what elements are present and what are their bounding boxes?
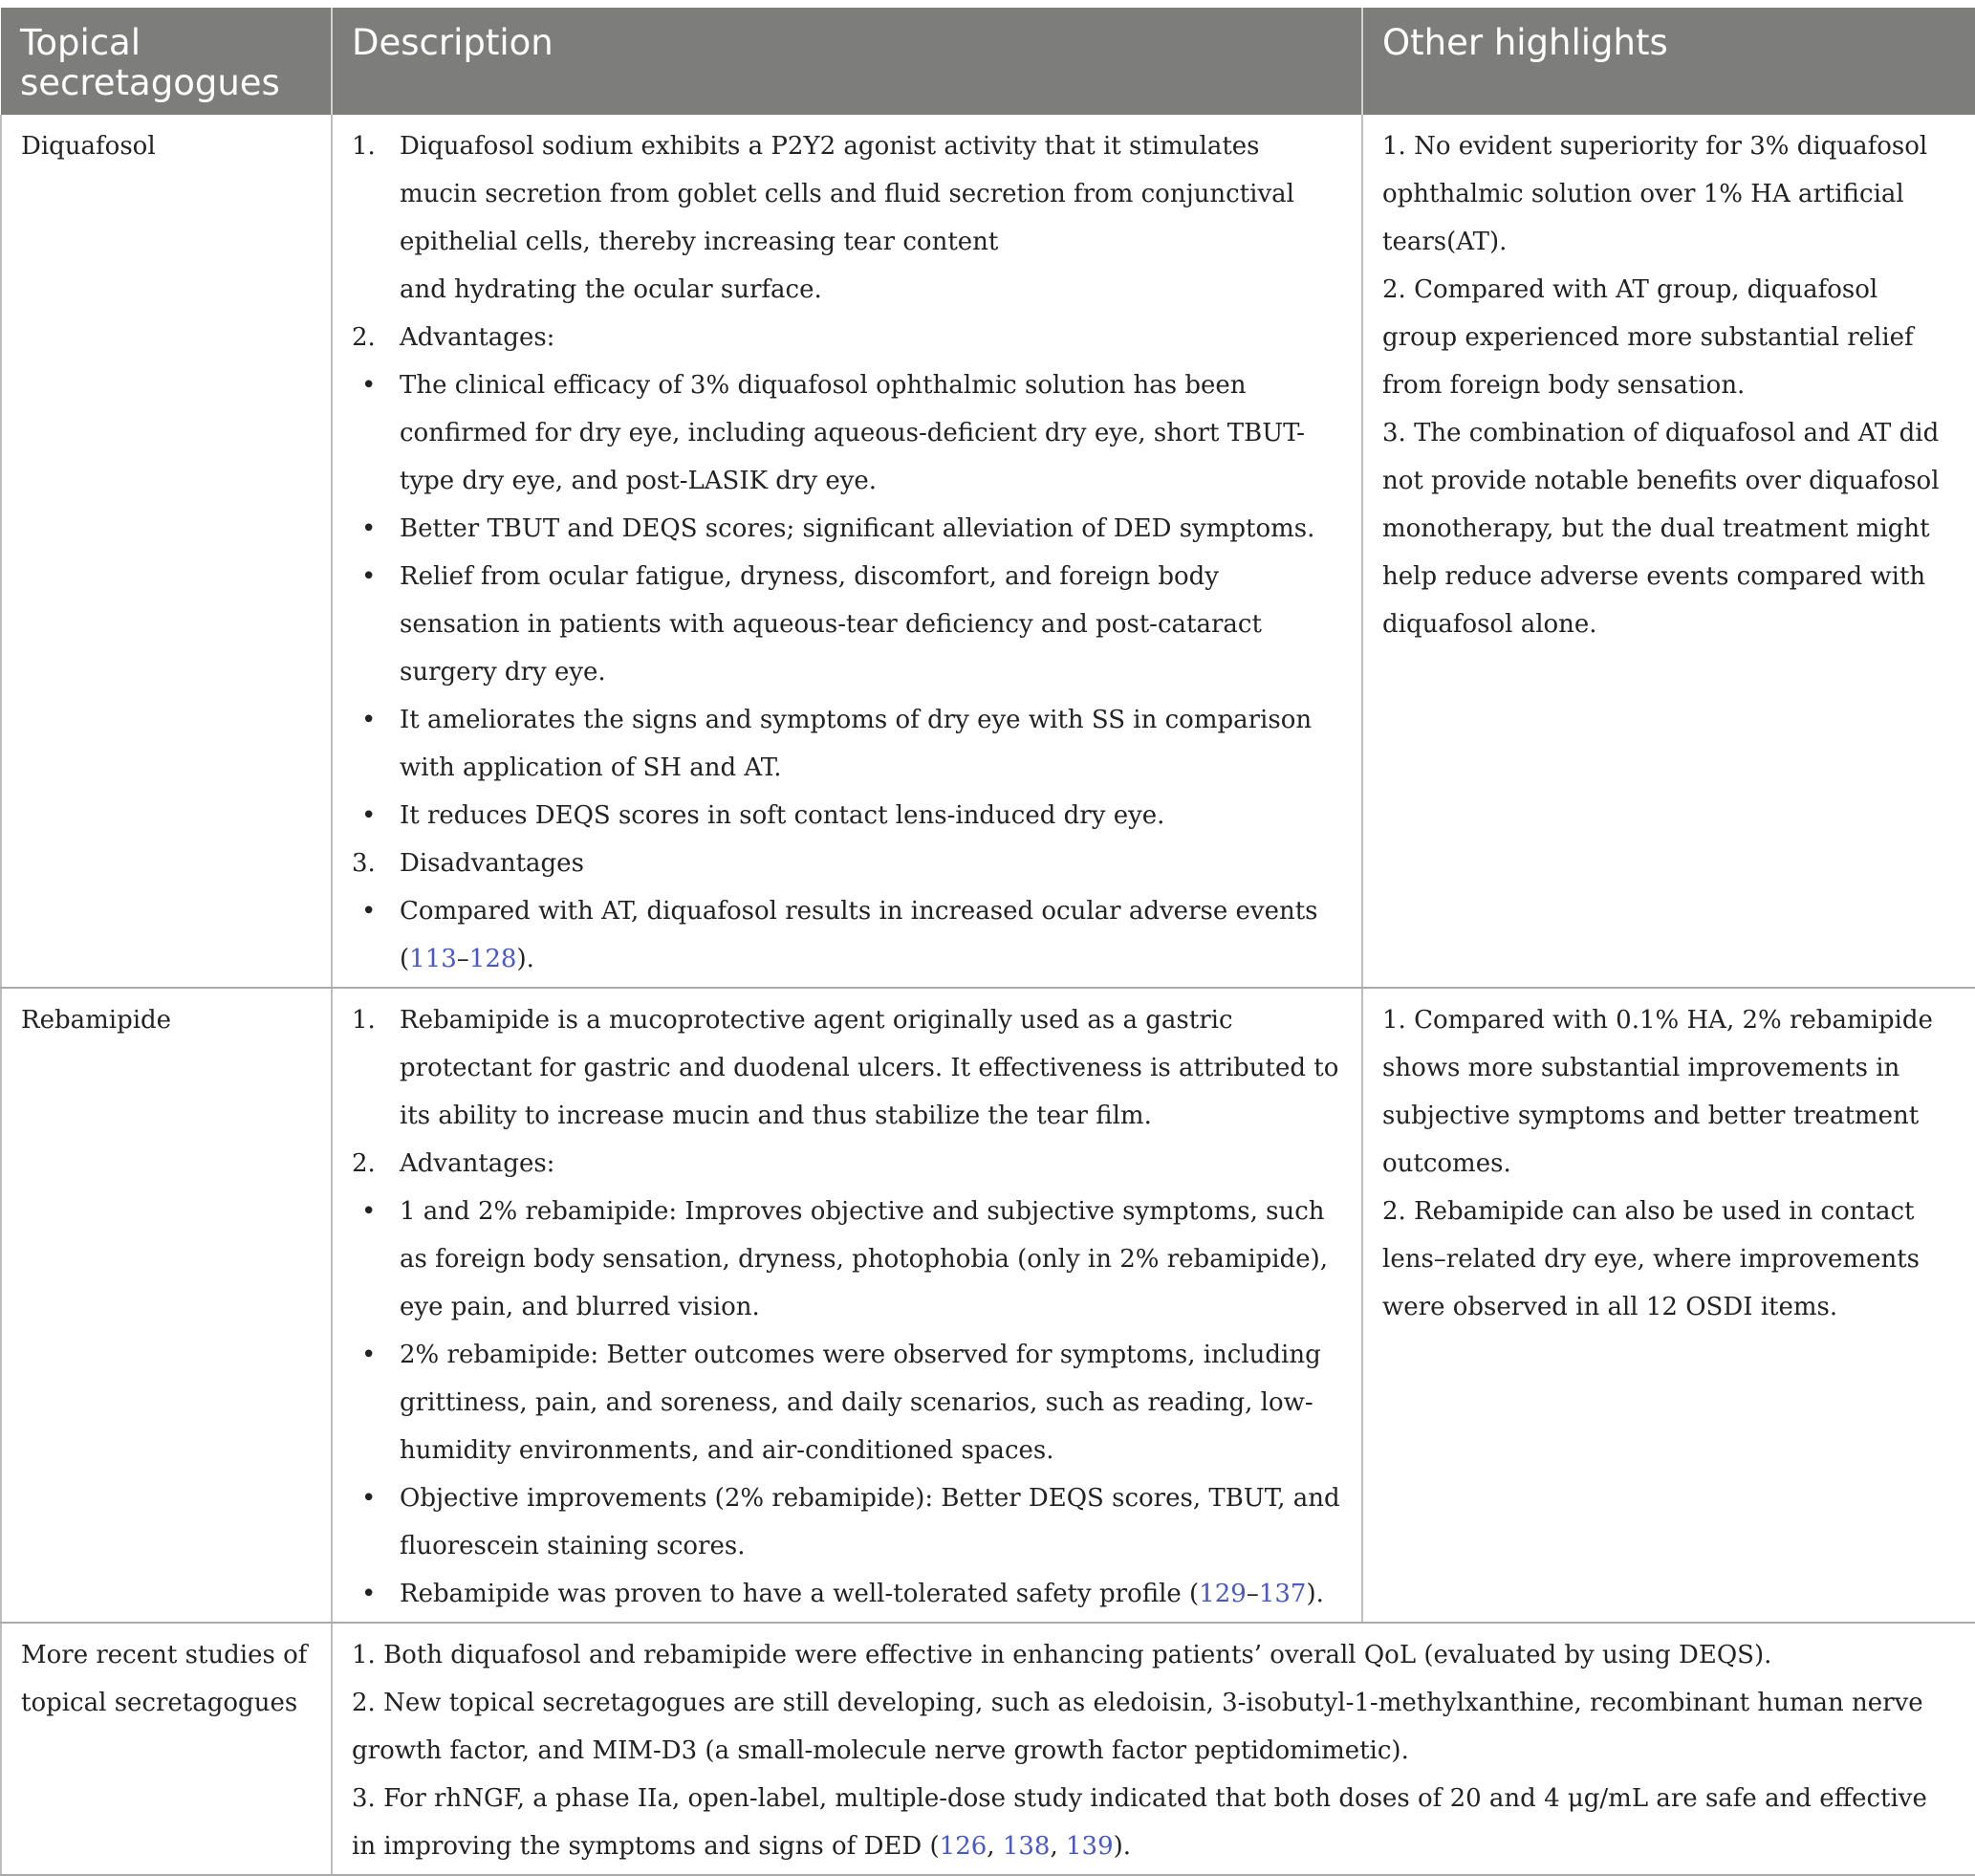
list-item [352,840,1342,887]
highlight-item: 1. No evident superiority for 3% diquafosol ophthalmic solution over 1% HA artificial tears(AT). [1382,132,1928,256]
bullet-marker: • [361,514,377,543]
highlight-item: 1. Compared with 0.1% HA, 2% rebamipide shows more substantial improvements in subjective symptoms and better treatment outcomes. [1382,1006,1933,1178]
entry-text: 1. Both diquafosol and rebamipide were effective in enhancing patients’ overall QoL (evaluated by using DEQS). [352,1641,1772,1669]
list-item [352,1140,1342,1188]
highlight-item: 2. Rebamipide can also be used in contact lens–related dry eye, where improvements were observed in all 12 OSDI items. [1382,1197,1920,1321]
description-list [352,122,1342,983]
table-row [1,1623,1975,1875]
secretagogues-table [0,8,1975,1876]
entry-text: Rebamipide is a mucoprotective agent originally used as a gastric protectant for gastric and duodenal ulcers. It effectiveness is attributed to its ability to increase mucin and thus stabilize the tear film. [400,1006,1339,1130]
paragraph [352,1775,1956,1870]
table-header [1,8,1975,115]
bullet-marker: • [361,1197,377,1226]
reference-link[interactable]: 129 [1199,1580,1247,1608]
entry-text: Relief from ocular fatigue, dryness, discomfort, and foreign body sensation in patients with aqueous-tear deficiency and post-cataract surgery dry eye. [400,562,1262,687]
list-item [352,361,1342,505]
description-cell [332,115,1362,988]
list-item [352,314,1342,361]
bullet-marker: • [361,562,377,591]
list-item [352,887,1342,983]
number-marker: 1. [352,132,376,161]
highlight-item: 2. Compared with AT group, diquafosol group experienced more substantial relief from foreign body sensation. [1382,275,1914,400]
entry-text: Objective improvements (2% rebamipide): Better DEQS scores, TBUT, and fluorescein staining scores. [400,1484,1340,1560]
entry-text: The clinical efficacy of 3% diquafosol ophthalmic solution has been confirmed for dry eye, including aqueous-deficient dry eye, short TBUT-type dry eye, and post-LASIK dry eye. [400,371,1305,495]
header-other-highlights: Other highlights [1362,8,1975,115]
bullet-marker: • [361,801,377,830]
entry-text: It ameliorates the signs and symptoms of dry eye with SS in comparison with application of SH and AT. [400,706,1313,782]
bullet-marker: • [361,371,377,400]
highlights-cell [1362,988,1975,1623]
number-marker: 3. [352,849,376,878]
reference-separator: – [456,945,469,973]
bullet-marker: • [361,1580,377,1608]
entry-text-after: ). [1306,1580,1324,1608]
entry-text: Better TBUT and DEQS scores; significant alleviation of DED symptoms. [400,514,1315,543]
entry-text-after: ). [516,945,534,973]
reference-link[interactable]: 139 [1066,1832,1114,1861]
number-marker: 2. [352,1149,376,1178]
list-item [352,1570,1342,1618]
reference-separator: , [987,1832,1003,1861]
entry-text: 1 and 2% rebamipide: Improves objective and subjective symptoms, such as foreign body sensation, dryness, photophobia (only in 2% rebamipide), eye pain, and blurred vision. [400,1197,1329,1321]
entry-text: 3. For rhNGF, a phase IIa, open-label, multiple-dose study indicated that both doses of 20 and 4 μg/mL are safe and effective in improving the symptoms and signs of DED ( [352,1784,1927,1861]
list-item [352,1331,1342,1474]
highlights-cell [1362,115,1975,988]
entry-text: Rebamipide was proven to have a well-tolerated safety profile ( [400,1580,1200,1608]
list-item [352,122,1342,266]
number-marker: 1. [352,1006,376,1035]
reference-link[interactable]: 126 [939,1832,988,1861]
list-item [352,1188,1342,1331]
paragraph [352,1679,1956,1775]
reference-link[interactable]: 138 [1002,1832,1051,1861]
entry-text: Diquafosol sodium exhibits a P2Y2 agonist activity that it stimulates mucin secretion from goblet cells and fluid secretion from conjunctival epithelial cells, thereby increasing tear content [400,132,1294,256]
description-cell [332,988,1362,1623]
list-item [352,996,1342,1140]
header-description: Description [332,8,1362,115]
entry-text: and hydrating the ocular surface. [400,275,822,304]
entry-text: Advantages: [400,323,555,352]
entry-text: 2. New topical secretagogues are still developing, such as eledoisin, 3-isobutyl-1-methylxanthine, recombinant human nerve growth factor, and MIM-D3 (a small-molecule nerve growth factor peptidomimetic). [352,1689,1923,1765]
header-row [1,8,1975,115]
description-list [352,996,1342,1618]
bullet-marker: • [361,897,377,926]
bullet-marker: • [361,706,377,734]
entry-text: Disadvantages [400,849,584,878]
bullet-marker: • [361,1341,377,1369]
list-item [352,266,1342,314]
reference-link[interactable]: 113 [409,945,457,973]
list-item [352,553,1342,696]
reference-link[interactable]: 137 [1258,1580,1307,1608]
header-topical-secretagogues: Topical secretagogues [1,8,332,115]
entry-text: 2% rebamipide: Better outcomes were observed for symptoms, including grittiness, pain, and soreness, and daily scenarios, such as reading, low-humidity environments, and air-conditioned spaces. [400,1341,1321,1465]
table-body [1,115,1975,1875]
highlight-item: 3. The combination of diquafosol and AT did not provide notable benefits over diquafosol monotherapy, but the dual treatment might help reduce adverse events compared with diquafosol alone. [1382,419,1940,639]
reference-separator: , [1050,1832,1066,1861]
reference-link[interactable]: 128 [468,945,517,973]
reference-separator: – [1246,1580,1259,1608]
bullet-marker: • [361,1484,377,1513]
table-row [1,988,1975,1623]
number-marker: 2. [352,323,376,352]
list-item [352,505,1342,553]
row-name-cell: More recent studies of topical secretagogues [1,1623,332,1875]
list-item [352,792,1342,840]
merged-description-cell [332,1623,1975,1875]
list-item [352,696,1342,792]
row-name-cell: Rebamipide [1,988,332,1623]
table-row [1,115,1975,988]
entry-text: Advantages: [400,1149,555,1178]
list-item [352,1474,1342,1570]
entry-text: It reduces DEQS scores in soft contact lens-induced dry eye. [400,801,1165,830]
paragraph [352,1631,1956,1679]
row-name-cell: Diquafosol [1,115,332,988]
entry-text: Compared with AT, diquafosol results in increased ocular adverse events ( [400,897,1318,973]
entry-text-after: ). [1113,1832,1132,1861]
